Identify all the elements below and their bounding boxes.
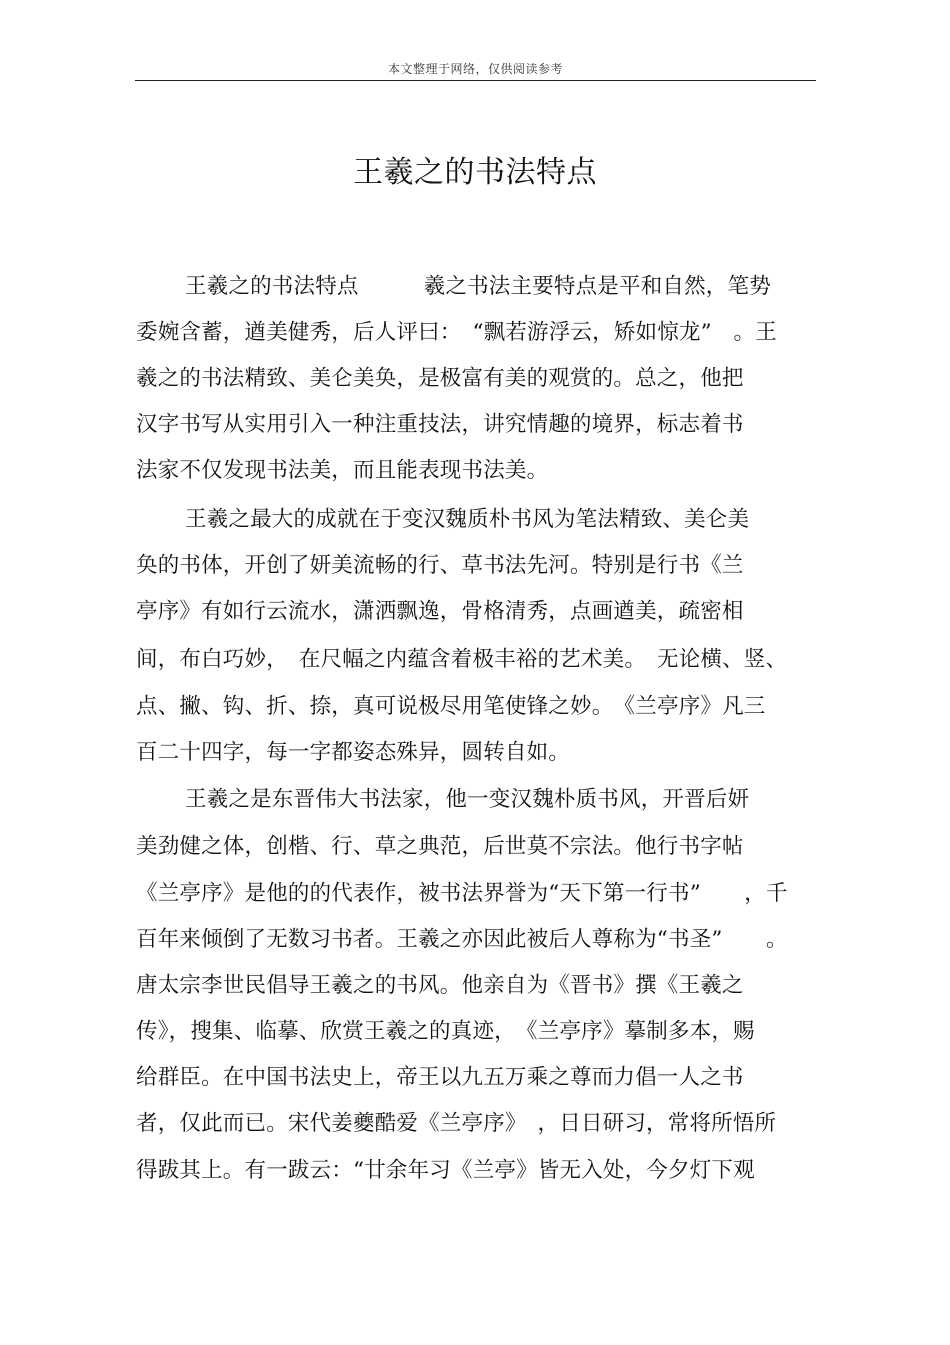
paragraph-line: 汉字书写从实用引入一种注重技法，讲究情趣的境界，标志着书 [136, 412, 744, 437]
paragraph-line: 奂的书体，开创了妍美流畅的行、草书法先河。特别是行书《兰 [136, 553, 744, 578]
paragraph-line: 者，仅此而已。宋代姜夔酷爱《兰亭序》 ，日日研习，常将所悟所 [136, 1111, 777, 1136]
paragraph-line: 王羲之的书法特点 羲之书法主要特点是平和自然，笔势 [185, 274, 771, 299]
paragraph-line: 百二十四字，每一字都姿态殊异，圆转自如。 [136, 740, 571, 765]
paragraph-line: 百年来倾倒了无数习书者。王羲之亦因此被后人尊称为“书圣” 。 [136, 927, 788, 952]
paragraph-line: 亭序》有如行云流水，潇洒飘逸，骨格清秀，点画遒美，疏密相 [136, 599, 744, 624]
paragraph-line: 羲之的书法精致、美仑美奂，是极富有美的观赏的。总之，他把 [136, 366, 744, 391]
document-title: 王羲之的书法特点 [353, 155, 597, 190]
paragraph-line: 唐太宗李世民倡导王羲之的书风。他亲自为《晋书》撰《王羲之 [136, 973, 744, 998]
paragraph-line: 给群臣。在中国书法史上，帝王以九五万乘之尊而力倡一人之书 [136, 1065, 744, 1090]
paragraph-line: 传》，搜集、临摹、欣赏王羲之的真迹， 《兰亭序》摹制多本，赐 [136, 1019, 755, 1044]
paragraph-line: 王羲之是东晋伟大书法家，他一变汉魏朴质书风，开晋后妍 [185, 787, 750, 812]
paragraph-line: 得跋其上。有一跋云：“廿余年习《兰亭》皆无入处，今夕灯下观 [136, 1158, 755, 1183]
page-header [135, 58, 816, 81]
paragraph-line: 《兰亭序》是他的的代表作，被书法界誉为“天下第一行书” ，千 [136, 881, 788, 906]
paragraph-line: 间，布白巧妙， 在尺幅之内蕴含着极丰裕的艺术美。 无论横、竖、 [136, 647, 788, 672]
header-notice: 本文整理于网络，仅供阅读参考 [387, 62, 563, 76]
paragraph-line: 王羲之最大的成就在于变汉魏质朴书风为笔法精致、美仑美 [185, 507, 750, 532]
paragraph-line: 点、撇、钩、折、捺，真可说极尽用笔使锋之妙。 《兰亭序》凡三 [136, 694, 766, 719]
paragraph-line: 法家不仅发现书法美，而且能表现书法美。 [136, 458, 549, 483]
paragraph-line: 美劲健之体，创楷、行、草之典范，后世莫不宗法。他行书字帖 [136, 834, 744, 859]
paragraph-line: 委婉含蓄，遒美健秀，后人评曰： “飘若游浮云，矫如惊龙” 。王 [136, 320, 777, 345]
